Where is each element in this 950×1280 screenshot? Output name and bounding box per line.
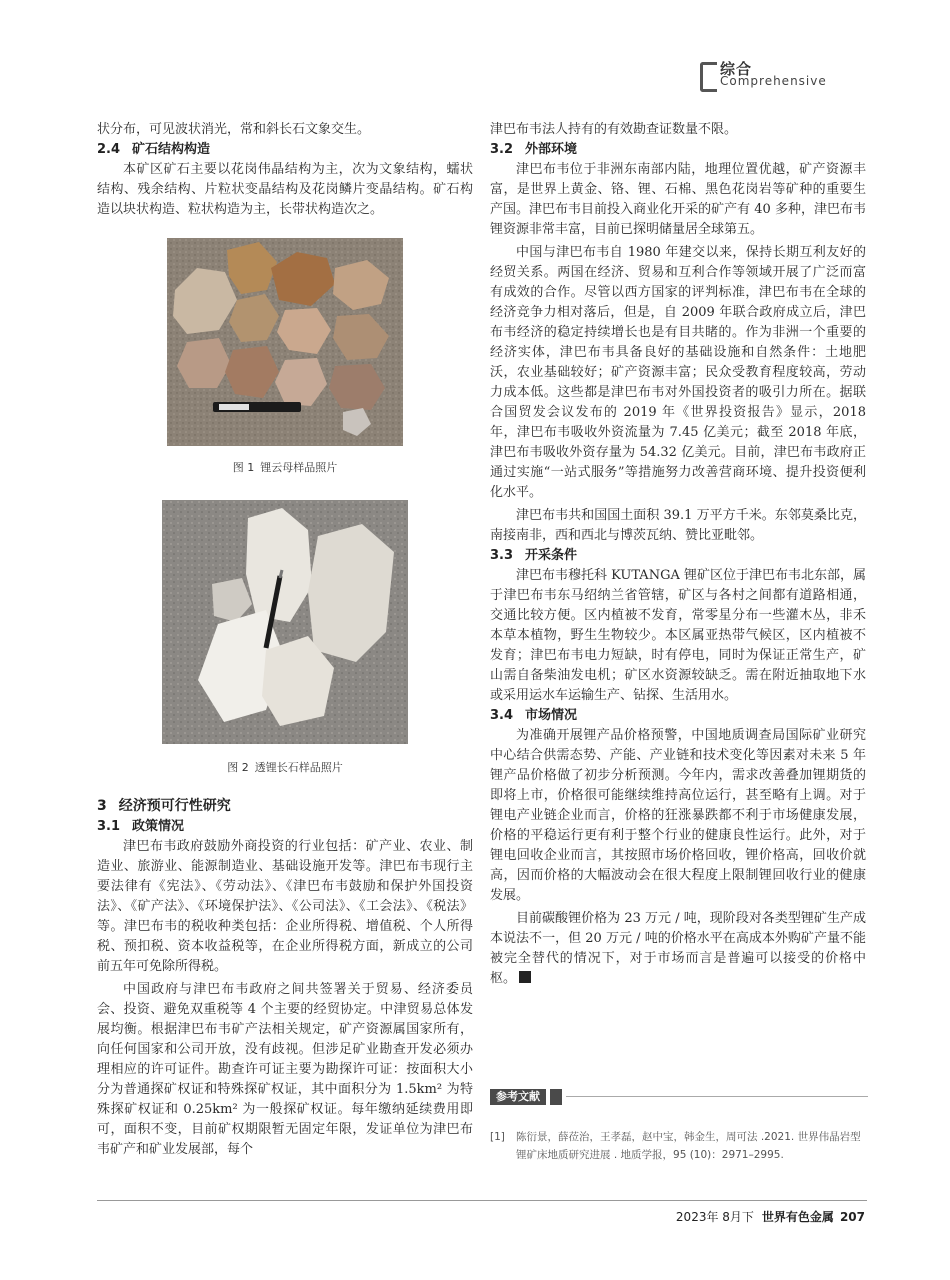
paragraph: 状分布，可见波状消光，常和斜长石文象交生。	[97, 122, 371, 137]
paragraph: 津巴布韦共和国国土面积 39.1 万平方千米。东邻莫桑比克，南接南非，西和西北与博茨瓦纳、赞比亚毗邻。	[490, 508, 866, 543]
journal-section-header	[698, 58, 858, 92]
paragraph: 津巴布韦位于非洲东南部内陆，地理位置优越，矿产资源丰富，是世界上黄金、铬、锂、石棉、黑色花岗岩等矿种的重要生产国。津巴布韦目前投入商业化开采的矿产有 40 多种，津巴布韦锂资源非常丰富，目前已探明储量居全球第五。	[490, 162, 866, 237]
section-number: 3.4	[490, 708, 514, 723]
right-column	[490, 120, 866, 989]
section-title: 开采条件	[525, 548, 578, 563]
section-number: 3.1	[97, 819, 121, 834]
lepidolite-sample-photo	[167, 238, 403, 446]
footer-divider	[97, 1200, 867, 1201]
left-column	[97, 120, 473, 1160]
paragraph: 为准确开展锂产品价格预警，中国地质调查局国际矿业研究中心结合供需态势、产能、产业链和技术变化等因素对未来 5 年锂产品价格做了初步分析预测。今年内，需求改善叠加锂期货的即将上市，价格很可能继续维持高位运行，甚至略有上调。对于锂电产业链企业而言，价格的狂涨暴跌都不利于市场健康发展，价格的平稳运行更有利于整个行业的健康良性运行。此外，对于锂电回收企业而言，其按照市场价格回收，锂价格高，回收价就高，因而价格的大幅波动会在很大程度上限制锂回收行业的健康发展。	[490, 728, 866, 903]
section-heading-3-1	[97, 817, 473, 837]
section-title: 矿石结构构造	[132, 142, 211, 157]
magazine-name: 世界有色金属	[761, 1210, 834, 1224]
issue-date: 2023年 8月下	[675, 1210, 754, 1224]
section-title: 市场情况	[525, 708, 578, 723]
section-number: 3.3	[490, 548, 514, 563]
section-heading-2-4	[97, 140, 473, 160]
references-block-icon	[550, 1089, 562, 1105]
page-number: 207	[839, 1210, 865, 1224]
section-name-cn: 综合	[720, 60, 753, 78]
figure-number: 图 1	[232, 461, 255, 474]
paragraph: 中国政府与津巴布韦政府之间共签署关于贸易、经济委员会、投资、避免双重税等 4 个主要的经贸协定。中津贸易总体发展均衡。根据津巴布韦矿产法相关规定，矿产资源属国家所有，向任何国家和公司开放，没有歧视。但涉足矿业勘查开发必须办理相应的许可证件。勘查许可证主要为勘探许可证：按面积大小分为普通探矿权证和特殊探矿权证，其中面积分为 1.5km² 为特殊探矿权证和 0.25km² 为一般探矿权证。每年缴纳延续费用即可，面积不变，目前矿权期限暂无固定年限，发证单位为津巴布韦矿产和矿业发展部，每个	[97, 982, 473, 1157]
section-number: 3	[97, 798, 107, 814]
section-heading-3-3	[490, 546, 866, 566]
section-heading-3-2	[490, 140, 866, 160]
paragraph: 中国与津巴布韦自 1980 年建交以来，保持长期互利友好的经贸关系。两国在经济、贸易和互利合作等领域开展了广泛而富有成效的合作。尽管以西方国家的评判标准，津巴布韦在全球的经济竞争力相对落后，但是，自 2009 年联合政府成立后，津巴布韦经济的稳定持续增长也是有目共睹的。作为非洲一个重要的经济实体，津巴布韦具备良好的基础设施和自然条件：土地肥沃，农业基础较好；矿产资源丰富；民众受教育程度较高，劳动力成本低。这些都是津巴布韦对外国投资者的吸引力所在。据联合国贸发会议发布的 2019 年《世界投资报告》显示，2018 年，津巴布韦吸收外资流量为 7.45 亿美元；截至 2018 年底，津巴布韦吸收外资存量为 54.32 亿美元。目前，津巴布韦政府正通过实施“一站式服务”等措施努力改善营商环境、提升投资便利化水平。	[490, 245, 866, 500]
paragraph: 津巴布韦政府鼓励外商投资的行业包括：矿产业、农业、制造业、旅游业、能源制造业、基础设施开发等。津巴布韦现行主要法律有《宪法》、《劳动法》、《津巴布韦鼓励和保护外国投资法》、《矿产法》、《环境保护法》、《公司法》、《工会法》、《税法》等。津巴布韦的税收种类包括：企业所得税、增值税、个人所得税、预扣税、资本收益税等，在企业所得税方面，新成立的公司前五年可免除所得税。	[97, 839, 473, 974]
page-footer	[676, 1208, 865, 1225]
petalite-sample-photo	[162, 500, 408, 744]
section-heading-3	[97, 796, 473, 817]
references-label: 参考文献	[490, 1089, 546, 1105]
section-title: 政策情况	[132, 819, 185, 834]
figure-caption-text: 锂云母样品照片	[260, 461, 338, 474]
section-number: 2.4	[97, 142, 121, 157]
figure-2-caption	[97, 760, 473, 776]
section-heading-3-4	[490, 706, 866, 726]
figure-1-caption	[97, 460, 473, 476]
reference-item	[490, 1128, 866, 1164]
section-title: 经济预可行性研究	[118, 798, 231, 814]
references-divider	[566, 1096, 868, 1097]
reference-text: 陈衍景，薛莅治，王孝磊，赵中宝，韩金生，周可法 .2021. 世界伟晶岩型锂矿床地质研究进展 . 地质学报，95 (10)：2971–2995.	[516, 1131, 861, 1161]
section-name-en: Comprehensive	[720, 74, 827, 88]
paragraph: 本矿区矿石主要以花岗伟晶结构为主，次为文象结构，蠕状结构、残余结构、片粒状变晶结构及花岗鳞片变晶结构。矿石构造以块状构造、粒状构造为主，长带状构造次之。	[97, 162, 473, 217]
article-end-icon	[519, 971, 531, 983]
reference-number: [1]	[490, 1131, 505, 1143]
section-title: 外部环境	[525, 142, 578, 157]
paragraph: 津巴布韦法人持有的有效勘查证数量不限。	[490, 122, 738, 137]
paragraph-text: 目前碳酸锂价格为 23 万元 / 吨，现阶段对各类型锂矿生产成本说法不一，但 20 万元 / 吨的价格水平在高成本外购矿产量不能被完全替代的情况下，对于市场而言是普遍可以接受的价格中枢。	[490, 911, 866, 986]
figure-caption-text: 透锂长石样品照片	[254, 761, 343, 774]
paragraph	[490, 909, 866, 989]
figure-number: 图 2	[227, 761, 249, 774]
header-bracket-icon	[700, 62, 717, 92]
section-number: 3.2	[490, 142, 514, 157]
paragraph: 津巴布韦穆托科 KUTANGA 锂矿区位于津巴布韦北东部，属于津巴布韦东马绍纳兰省管辖，矿区与各村之间都有道路相通，交通比较方便。区内植被不发育，常零星分布一些灌木丛，非禾本草本植物，野生生物较少。本区属亚热带气候区，区内植被不发育；津巴布韦电力短缺，时有停电，同时为保证正常生产，矿山需自备柴油发电机；矿区水资源较缺乏。需在附近抽取地下水或采用运水车运输生产、钻探、生活用水。	[490, 568, 866, 703]
